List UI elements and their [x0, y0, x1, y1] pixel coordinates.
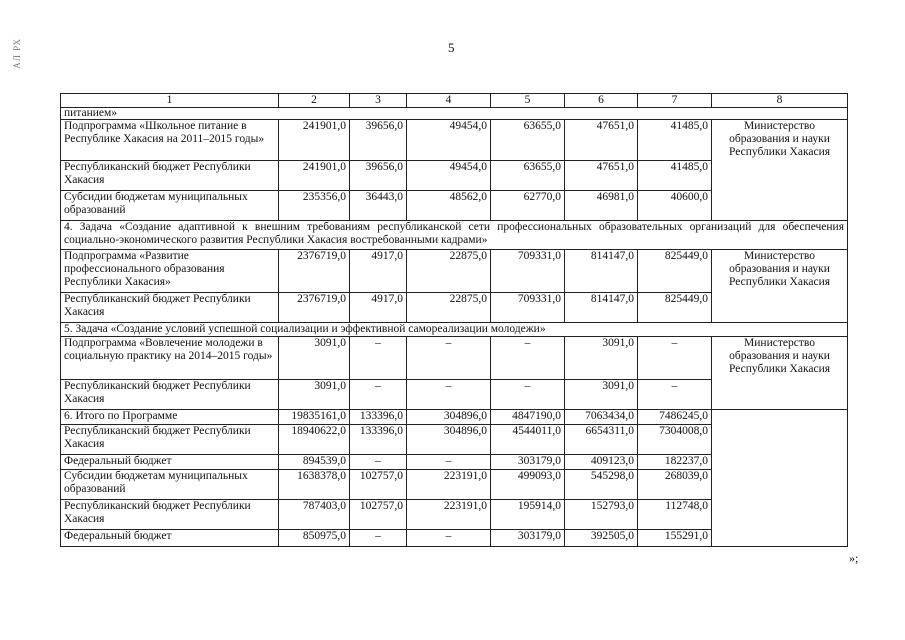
value-cell: 4917,0	[350, 293, 407, 323]
value-cell: 241901,0	[279, 161, 350, 191]
value-cell: 709331,0	[491, 250, 565, 293]
header-cell: 7	[638, 94, 712, 108]
value-cell: 7063434,0	[565, 410, 638, 425]
value-cell: 303179,0	[491, 455, 565, 470]
value-cell: 787403,0	[279, 500, 350, 530]
header-cell: 4	[407, 94, 491, 108]
value-cell: 304896,0	[407, 410, 491, 425]
table-row	[61, 108, 848, 120]
value-cell: 825449,0	[638, 250, 712, 293]
value-cell: 814147,0	[565, 250, 638, 293]
value-cell: 2376719,0	[279, 250, 350, 293]
value-cell: 49454,0	[407, 120, 491, 161]
value-cell: 7304008,0	[638, 425, 712, 455]
row-label: Субсидии бюджетам муниципальных образований	[61, 191, 279, 221]
header-cell: 5	[491, 94, 565, 108]
task-heading: 4. Задача «Создание адаптивной к внешним требованиям республиканской сети профессиональных образовательных организаций для обеспечения социально-экономического развития Республики Хакасия востребованными кадрами»	[61, 221, 848, 250]
column-number-header	[61, 94, 848, 108]
value-cell: 3091,0	[279, 380, 350, 410]
row-label: Республиканский бюджет Республики Хакасия	[61, 500, 279, 530]
value-cell: 894539,0	[279, 455, 350, 470]
value-cell: 3091,0	[565, 337, 638, 380]
value-cell: 6654311,0	[565, 425, 638, 455]
row-label: Подпрограмма «Школьное питание в Республике Хакасия на 2011–2015 годы»	[61, 120, 279, 161]
table-row	[61, 221, 848, 250]
value-cell: 36443,0	[350, 191, 407, 221]
value-cell: 7486245,0	[638, 410, 712, 425]
value-cell: 40600,0	[638, 191, 712, 221]
value-cell: 182237,0	[638, 455, 712, 470]
value-cell: 133396,0	[350, 425, 407, 455]
row-label: Республиканский бюджет Республики Хакасия	[61, 380, 279, 410]
value-cell: 49454,0	[407, 161, 491, 191]
table-row	[61, 410, 848, 425]
row-label: Республиканский бюджет Республики Хакасия	[61, 293, 279, 323]
value-cell: 152793,0	[565, 500, 638, 530]
value-cell: 47651,0	[565, 161, 638, 191]
value-cell: 41485,0	[638, 120, 712, 161]
responsible-ministry: Министерство образования и науки Республики Хакасия	[712, 337, 848, 410]
value-cell: 4917,0	[350, 250, 407, 293]
closing-quote: »;	[849, 551, 859, 565]
value-cell: –	[491, 337, 565, 380]
value-cell: 39656,0	[350, 161, 407, 191]
value-cell: –	[491, 380, 565, 410]
empty-cell	[712, 410, 848, 547]
header-cell: 1	[61, 94, 279, 108]
responsible-ministry: Министерство образования и науки Республики Хакасия	[712, 120, 848, 221]
value-cell: –	[407, 337, 491, 380]
table-row	[61, 120, 848, 161]
row-label: Федеральный бюджет	[61, 530, 279, 547]
header-cell: 2	[279, 94, 350, 108]
value-cell: –	[407, 530, 491, 547]
value-cell: 133396,0	[350, 410, 407, 425]
value-cell: 102757,0	[350, 470, 407, 500]
value-cell: 4847190,0	[491, 410, 565, 425]
value-cell: 112748,0	[638, 500, 712, 530]
value-cell: –	[350, 455, 407, 470]
value-cell: 709331,0	[491, 293, 565, 323]
value-cell: 241901,0	[279, 120, 350, 161]
value-cell: 46981,0	[565, 191, 638, 221]
table-row	[61, 337, 848, 380]
value-cell: –	[350, 380, 407, 410]
archive-stamp: АЛ РХ	[12, 38, 22, 69]
header-cell: 8	[712, 94, 848, 108]
value-cell: 19835161,0	[279, 410, 350, 425]
value-cell: 392505,0	[565, 530, 638, 547]
value-cell: 223191,0	[407, 470, 491, 500]
value-cell: 48562,0	[407, 191, 491, 221]
row-label: Республиканский бюджет Республики Хакасия	[61, 161, 279, 191]
value-cell: –	[350, 530, 407, 547]
value-cell: 825449,0	[638, 293, 712, 323]
value-cell: 2376719,0	[279, 293, 350, 323]
carry-over-text: питанием»	[61, 108, 848, 120]
value-cell: 195914,0	[491, 500, 565, 530]
header-cell: 3	[350, 94, 407, 108]
task-heading: 5. Задача «Создание условий успешной социализации и эффективной самореализации молодежи»	[61, 323, 848, 337]
row-label: Субсидии бюджетам муниципальных образований	[61, 470, 279, 500]
table-row	[61, 250, 848, 293]
value-cell: 155291,0	[638, 530, 712, 547]
value-cell: 409123,0	[565, 455, 638, 470]
value-cell: –	[407, 455, 491, 470]
value-cell: 39656,0	[350, 120, 407, 161]
value-cell: 223191,0	[407, 500, 491, 530]
header-cell: 6	[565, 94, 638, 108]
value-cell: 268039,0	[638, 470, 712, 500]
row-label: 6. Итого по Программе	[61, 410, 279, 425]
value-cell: –	[350, 337, 407, 380]
value-cell: 4544011,0	[491, 425, 565, 455]
program-funding-table	[60, 93, 848, 547]
value-cell: 1638378,0	[279, 470, 350, 500]
value-cell: 63655,0	[491, 161, 565, 191]
value-cell: 63655,0	[491, 120, 565, 161]
table-row	[61, 323, 848, 337]
value-cell: 3091,0	[565, 380, 638, 410]
value-cell: 41485,0	[638, 161, 712, 191]
value-cell: 22875,0	[407, 293, 491, 323]
value-cell: 304896,0	[407, 425, 491, 455]
row-label: Подпрограмма «Вовлечение молодежи в социальную практику на 2014–2015 годы»	[61, 337, 279, 380]
row-label: Подпрограмма «Развитие профессионального образования Республики Хакасия»	[61, 250, 279, 293]
value-cell: 3091,0	[279, 337, 350, 380]
row-label: Федеральный бюджет	[61, 455, 279, 470]
page-number: 5	[448, 40, 455, 55]
value-cell: –	[638, 380, 712, 410]
value-cell: 102757,0	[350, 500, 407, 530]
value-cell: 545298,0	[565, 470, 638, 500]
value-cell: 850975,0	[279, 530, 350, 547]
row-label: Республиканский бюджет Республики Хакасия	[61, 425, 279, 455]
value-cell: 499093,0	[491, 470, 565, 500]
value-cell: 303179,0	[491, 530, 565, 547]
value-cell: –	[407, 380, 491, 410]
responsible-ministry: Министерство образования и науки Республики Хакасия	[712, 250, 848, 323]
value-cell: 235356,0	[279, 191, 350, 221]
value-cell: 47651,0	[565, 120, 638, 161]
value-cell: 22875,0	[407, 250, 491, 293]
value-cell: 814147,0	[565, 293, 638, 323]
value-cell: –	[638, 337, 712, 380]
value-cell: 18940622,0	[279, 425, 350, 455]
value-cell: 62770,0	[491, 191, 565, 221]
